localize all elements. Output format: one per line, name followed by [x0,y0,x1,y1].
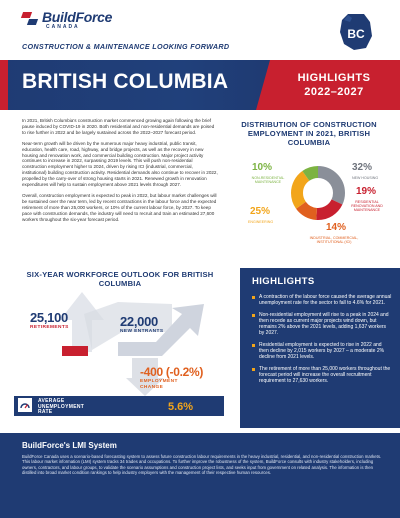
bc-badge-text: BC [347,27,365,41]
highlights-badge [256,60,400,110]
segment-label-engineering: ENGINEERING [248,220,274,224]
distribution-donut-chart [290,165,346,221]
logo-subtext: CANADA [46,24,80,30]
unemployment-rate-label [38,399,84,416]
segment-pct-engineering: 25% [250,206,271,217]
footer-text: BuildForce Canada uses a scenario-based forecasting system to assess future construction labour requirements in the heavy industrial, residential, and non-residential construction markets. This labour market information (LMI) system tracks 34 trades and occupations. To further improve the robustness of the system, BuildForce consults with industry stakeholders, including owners, contractors, and labour groups, to validate the scenario assumptions and construction project lists, and seeks input from government on related analysis. The information is then distilled into broad market condition rankings to help industry employers with the management of their respective human resources. [22,454,382,476]
highlights-badge-label: HIGHLIGHTS [297,72,371,84]
logo-mark-icon [22,12,40,26]
segment-pct-non-res-maintenance: 10% [252,162,273,173]
intro-text [22,118,218,228]
new-entrants-label: NEW ENTRANTS [120,329,164,334]
segment-label-new-housing: NEW HOUSING [352,176,379,180]
workforce-outlook-title: SIX-YEAR WORKFORCE OUTLOOK FOR BRITISH COLUMBIA [26,270,214,288]
unemployment-gauge-icon [18,398,32,412]
retirements-label: RETIREMENTS [30,325,69,330]
highlight-item: A contraction of the labour force caused the average annual unemployment rate for the sector to fall to 4.6% for 2021. [252,294,392,306]
unemployment-rate-label-1: AVERAGE [38,398,65,404]
intro-paragraph-1: In 2021, British Columbia's construction market commenced growing again following the brief pause induced by COVID-19 in 2020. Both residential and non-residential demands are poised to rise further in 2022 and be largely sustained across the 2022–2027 forecast period. [22,118,215,135]
highlights-list [252,294,392,390]
logo-text: BuildForce [42,9,113,25]
segment-pct-ici: 14% [326,222,347,233]
unemployment-rate-label-3: RATE [38,409,53,416]
footer-title: BuildForce's LMI System [22,441,117,450]
page-title: BRITISH COLUMBIA [22,70,229,93]
highlights-badge-years: 2022–2027 [304,86,364,98]
retirements-value: 25,100 [30,310,68,325]
distribution-title: DISTRIBUTION OF CONSTRUCTION EMPLOYMENT IN 2021, BRITISH COLUMBIA [241,120,377,147]
employment-change-label-2: CHANGE [140,385,164,390]
segment-pct-res-renovation: 19% [356,186,377,197]
intro-paragraph-3: Overall, construction employment is expected to peak in 2022, but labour market challenges will be sustained over the near term, led by recent contractions in the labour force and the expected retirement of more than 25,000 workers, or 10% of the current labour force, by 2027. To keep pace with construction demands, the industry will need to recruit and train an estimated 27,600 workers throughout the six-year forecast period. [22,192,217,222]
highlight-item: Non-residential employment will rise to a peak in 2024 and then recede as current major projects wind down, but remains 2% above the 2021 levels, adding 1,637 workers by 2027. [252,312,392,336]
unemployment-rate-label-2: UNEMPLOYMENT [38,403,85,410]
segment-label-ici: INDUSTRIAL, COMMERCIAL, INSTITUTIONAL (ICI) [309,236,359,245]
segment-label-non-res-maintenance: NON-RESIDENTIAL MAINTENANCE [251,176,285,185]
banner-accent [0,60,8,110]
page-header [0,0,400,56]
highlights-title: HIGHLIGHTS [252,276,315,287]
highlight-item: The retirement of more than 25,000 workers throughout the forecast period will increase the overall recruitment requirement to 27,630 workers. [252,366,392,384]
tagline: CONSTRUCTION & MAINTENANCE LOOKING FORWARD [22,42,230,51]
new-entrants-value: 22,000 [120,314,158,329]
intro-paragraph-2: Near-term growth will be driven by the numerous major heavy industrial, public transit, education, health care, road, highway, and bridge projects, as well as the recovery in new housing and renovation work, and commercial building construction. Major project activity continues to increase in 2022, surpassing 2019 levels. This will push non-residential construction employment higher to 2024, driven by rising ICI (industrial, commercial, institutional) building construction activity. Residential demands also continue to recover in 2022, propelled by the carry-over of strong housing starts in 2021. Renewed growth in renovation expenditures will help to sustain employment above 2021 levels through 2027. [22,140,218,188]
employment-change-label-1: EMPLOYMENT [140,379,178,384]
employment-change-value: -400 (-0.2%) [140,365,204,379]
segment-label-res-renovation: RESIDENTIAL RENOVATION AND MAINTENANCE [351,200,383,213]
highlight-item: Residential employment is expected to rise in 2022 and then decline by 2,015 workers by 2027 – a moderate 2% decline from 2021 levels. [252,342,392,360]
unemployment-rate-value: 5.6% [168,401,194,413]
segment-pct-new-housing: 32% [352,162,373,173]
bc-province-icon [336,12,376,52]
